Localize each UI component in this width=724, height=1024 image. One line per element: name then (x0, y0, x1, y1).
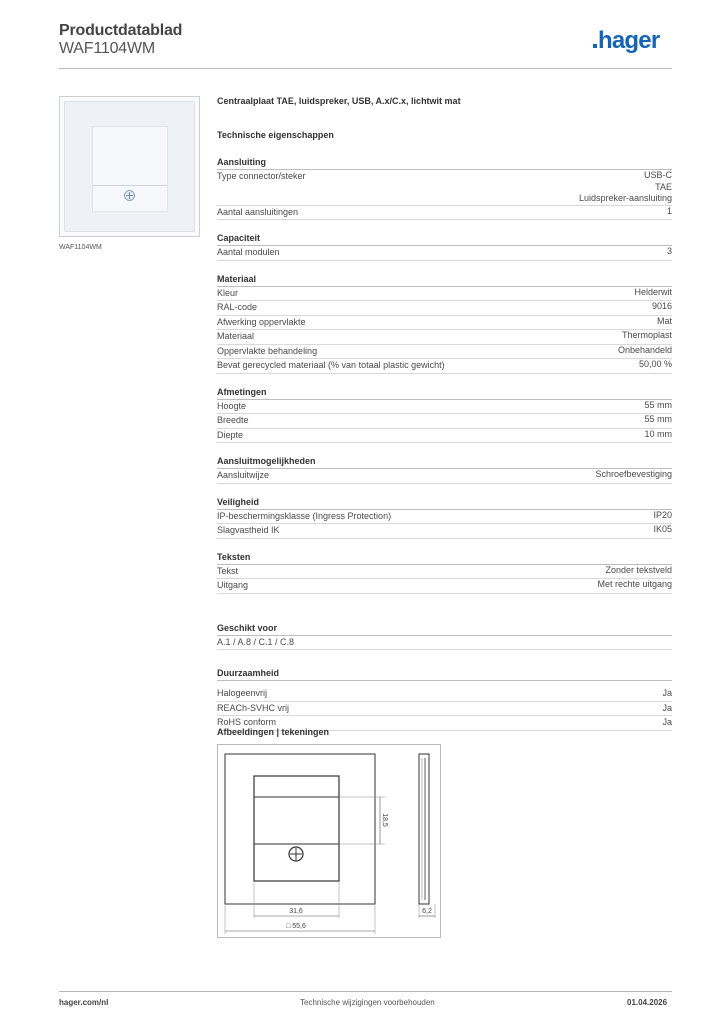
screw-icon (124, 190, 135, 201)
drawing-frame (218, 745, 441, 938)
logo-text: hager (598, 27, 660, 54)
spec-value (644, 400, 672, 414)
hager-logo[interactable] (593, 29, 659, 53)
section-title: Duurzaamheid (217, 667, 672, 681)
spec-row (217, 316, 672, 331)
spec-value (595, 469, 672, 483)
dim-depth-label: 6,2 (422, 908, 432, 915)
spec-value (653, 510, 672, 524)
spec-row (217, 702, 672, 717)
spec-label: Afwerking oppervlakte (217, 316, 306, 327)
spec-value-line: Zonder tekstveld (605, 564, 672, 575)
technical-drawing (217, 744, 441, 938)
spec-row (217, 565, 672, 580)
spec-value (605, 565, 672, 579)
spec-value (653, 524, 672, 538)
spec-row (217, 345, 672, 360)
spec-value-line: Helderwit (634, 286, 672, 297)
spec-value (644, 414, 672, 428)
spec-row (217, 400, 672, 415)
spec-value (657, 316, 672, 330)
dim-height-label: 18,5 (381, 813, 388, 827)
footer-divider (59, 991, 672, 992)
spec-value-line: 1 (666, 205, 672, 216)
spec-label: Oppervlakte behandeling (217, 345, 318, 356)
spec-label: Aantal aansluitingen (217, 206, 299, 217)
spec-value-line: 10 mm (644, 428, 672, 439)
spec-label: Halogeenvrij (217, 688, 268, 698)
spec-section (217, 273, 672, 374)
spec-section (217, 496, 672, 539)
spec-row (217, 359, 672, 374)
spec-label: RAL-code (217, 302, 258, 312)
logo-dot-icon (593, 44, 597, 48)
tech-properties-title: Technische eigenschappen (217, 130, 334, 140)
spec-label: REACh-SVHC vrij (217, 702, 290, 713)
spec-value-line: 50,00 % (638, 359, 672, 369)
section-title: Capaciteit (217, 232, 672, 246)
spec-section (217, 232, 672, 261)
spec-row (217, 687, 672, 702)
suitable-value: A.1 / A.8 / C.1 / C.8 (217, 636, 295, 647)
spec-section (217, 386, 672, 444)
photo-caption: WAF1104WM (59, 244, 102, 251)
page-title: Productdatablad (59, 22, 183, 39)
spec-value-line: Onbehandeld (617, 344, 672, 355)
spec-label: Diepte (217, 429, 244, 440)
spec-value-line: 3 (666, 246, 672, 256)
section-title: Geschikt voor (217, 622, 672, 636)
spec-row (217, 330, 672, 345)
footer-date: 01.04.2026 (627, 998, 668, 1007)
spec-value-line: Thermoplast (621, 330, 672, 340)
spec-label: Kleur (217, 287, 239, 298)
spec-value-line: 55 mm (644, 399, 672, 410)
spec-row (217, 246, 672, 261)
images-title: Afbeeldingen | tekeningen (217, 727, 330, 737)
spec-value-line: Luidspreker-aansluiting (578, 193, 672, 203)
spec-label: Type connector/steker (217, 171, 306, 181)
product-code: WAF1104WM (59, 40, 155, 57)
spec-row (217, 429, 672, 444)
section-title: Afmetingen (217, 386, 672, 400)
section-title: Veiligheid (217, 496, 672, 510)
section-title: Materiaal (217, 273, 672, 287)
sustainability-rows (217, 687, 672, 731)
spec-row (217, 510, 672, 525)
sustainability-section (217, 667, 672, 731)
spec-value (618, 345, 672, 359)
insert-split-line (93, 185, 167, 186)
spec-row (217, 414, 672, 429)
spec-value (622, 330, 672, 344)
footer-url[interactable]: hager.com/nl (59, 998, 109, 1007)
spec-row (217, 170, 672, 206)
spec-value-line: IP20 (653, 509, 672, 520)
spec-section (217, 455, 672, 484)
spec-value (597, 579, 672, 593)
spec-label: IP-beschermingsklasse (Ingress Protection) (217, 510, 392, 521)
spec-content (217, 96, 672, 731)
spec-row (217, 579, 672, 594)
spec-value (652, 301, 672, 315)
spec-row (217, 469, 672, 484)
footer-note: Technische wijzigingen voorbehouden (300, 998, 435, 1007)
spec-value-line: 55 mm (644, 414, 672, 424)
spec-row (217, 206, 672, 221)
spec-value (579, 170, 672, 205)
spec-label: Hoogte (217, 400, 247, 411)
spec-value-line: Met rechte uitgang (597, 579, 672, 589)
spec-value-line: IK05 (653, 524, 672, 534)
spec-label: Bevat gerecycled materiaal (% van totaal plastic gewicht) (217, 360, 445, 370)
plate-insert (92, 126, 168, 212)
spec-row (217, 524, 672, 539)
spec-value (644, 429, 672, 443)
product-description: Centraalplaat TAE, luidspreker, USB, A.x/C.x, lichtwit mat (217, 96, 461, 106)
spec-value (667, 206, 672, 220)
spec-row (217, 636, 672, 651)
spec-value: Ja (662, 702, 672, 713)
spec-section (217, 156, 672, 220)
section-title: Aansluiting (217, 156, 672, 170)
spec-label: Uitgang (217, 580, 249, 590)
spec-value: Ja (662, 688, 672, 698)
spec-value-line: Mat (656, 315, 672, 326)
spec-row (217, 301, 672, 316)
spec-section (217, 551, 672, 594)
spec-value-line: USB-C (643, 170, 672, 180)
product-photo (59, 96, 200, 237)
suitable-section (217, 622, 672, 651)
spec-value: Ja (662, 717, 672, 727)
dim-outer-width-label: □ 55,6 (286, 923, 306, 930)
spec-row (217, 287, 672, 302)
header-divider (59, 68, 672, 69)
spec-label: Aansluitwijze (217, 470, 270, 480)
spec-value (634, 287, 672, 301)
spec-value-line: Schroefbevestiging (595, 469, 672, 479)
spec-label: Tekst (217, 565, 239, 576)
dim-inner-width-label: 31,6 (289, 908, 303, 915)
spec-label: Breedte (217, 415, 249, 425)
spec-label: Aantal modulen (217, 247, 280, 257)
spec-label: Slagvastheid IK (217, 525, 280, 535)
spec-value (639, 359, 672, 373)
spec-value (667, 246, 672, 260)
spec-value-line: TAE (655, 181, 672, 192)
section-title: Aansluitmogelijkheden (217, 455, 672, 469)
spec-value-line: 9016 (651, 301, 672, 311)
section-title: Teksten (217, 551, 672, 565)
spec-label: Materiaal (217, 331, 255, 341)
spec-label: RoHS conform (217, 717, 277, 727)
spec-sections (217, 156, 672, 594)
plate-frame (64, 101, 195, 232)
